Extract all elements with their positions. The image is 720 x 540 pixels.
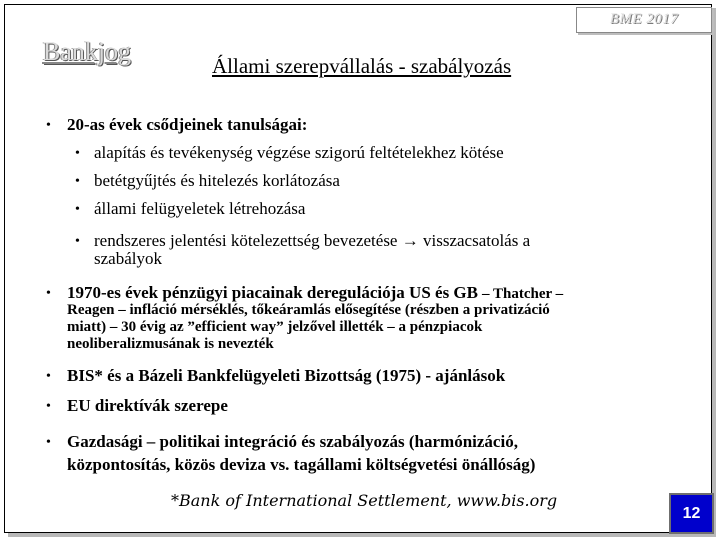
list-item-2 xyxy=(67,283,563,303)
sub-item-4 xyxy=(94,231,530,251)
list-item-1: 20-as évek csődjeinek tanulságai: xyxy=(67,115,308,134)
list-item-2-text-b: – Thatcher – xyxy=(482,286,564,302)
bullet-icon: • xyxy=(46,369,51,384)
sub-item-2: betétgyűjtés és hitelezés korlátozása xyxy=(94,171,340,190)
subject-title: Bankjog xyxy=(43,37,132,66)
page-number: 12 xyxy=(669,493,714,534)
list-item-3: BIS* és a Bázeli Bankfelügyeleti Bizottság (1975) - ajánlások xyxy=(67,366,506,385)
bullet-icon: • xyxy=(46,118,51,133)
list-item-5: Gazdasági – politikai integráció és szabályozás (harmónizáció, xyxy=(67,432,518,451)
list-item-2-text-a: 1970-es évek pénzügyi piacainak deregulációja US és GB xyxy=(67,283,478,302)
bullet-icon: • xyxy=(75,202,80,217)
list-item-4: EU direktívák szerepe xyxy=(67,396,228,415)
bullet-icon: • xyxy=(46,435,51,450)
bullet-icon: • xyxy=(46,399,51,414)
list-item-5-cont: központosítás, közös deviza vs. tagállami költségvetési önállóság) xyxy=(67,455,536,474)
sub-item-1: alapítás és tevékenység végzése szigorú feltételekhez kötése xyxy=(94,143,504,162)
header-tag: BME 2017 xyxy=(609,11,679,27)
sub-item-3: állami felügyeletek létrehozása xyxy=(94,199,306,218)
list-item-2-line-2: Reagen – infláció mérséklés, tőkeáramlás elősegítése (részben a privatizáció xyxy=(67,302,550,318)
sub-item-4-text-a: rendszeres jelentési kötelezettség bevezetése xyxy=(94,231,398,250)
bullet-icon: • xyxy=(75,146,80,161)
slide-title: Állami szerepvállalás - szabályozás xyxy=(212,54,512,78)
list-item-2-line-4: neoliberalizmusának is nevezték xyxy=(67,336,274,352)
footnote: *Bank of International Settlement, www.bis.org xyxy=(171,491,558,510)
arrow-right-icon: → xyxy=(401,231,419,250)
bullet-icon: • xyxy=(46,286,51,301)
bullet-icon: • xyxy=(75,174,80,189)
sub-item-4-cont: szabályok xyxy=(94,249,162,268)
header-tag-box xyxy=(576,7,712,33)
list-item-2-line-3: miatt) – 30 évig az ”efficient way” jelzővel illették – a pénzpiacok xyxy=(67,319,483,335)
sub-item-4-text-b: visszacsatolás a xyxy=(422,231,531,250)
bullet-icon: • xyxy=(75,234,80,249)
